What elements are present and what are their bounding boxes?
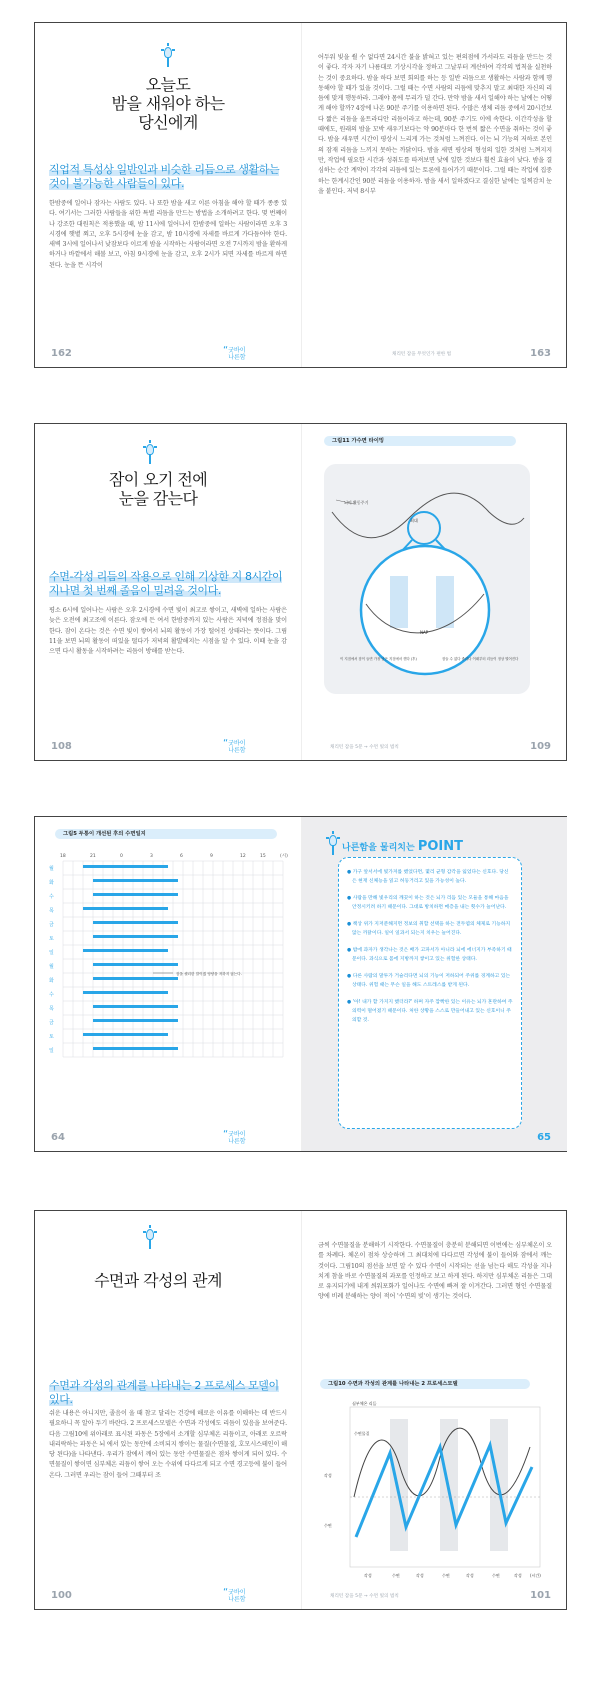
point-item: ● '아! 내가 할 가지지 했더라?' 하며 자주 깜빡한 있는 이유는 뇌가 혼란하여 주의력이 떨어졌기 때문이다. 처한 상황을 스스로 만들어내고 있는 신호이니 주의할 것.: [347, 1000, 513, 1023]
hour-tick-label: 0: [120, 854, 123, 859]
figure-box: [324, 464, 530, 694]
sleep-bar: [93, 1047, 178, 1050]
lamp-icon: [161, 43, 175, 67]
sleep-bar: [93, 893, 178, 896]
brand-line: 나른함: [228, 1596, 246, 1603]
fig-label: 심부체온 리듬: [352, 1401, 377, 1406]
page-number: 64: [51, 1132, 65, 1143]
fig-label: 뇌의 활동주기: [344, 500, 369, 505]
page-101: [301, 1211, 567, 1609]
point-item: ● 밤에 과자가 생각나는 것은 배가 고파서가 아니라 뇌에 에너지가 부족하기 때문이다. 과식으로 몸에 지방까지 쌓이고 있는 위험한 상태다.: [347, 948, 512, 962]
title-line: 당신에게: [138, 113, 198, 132]
book-spread-1: [34, 22, 567, 368]
brand-line: 굿바이: [228, 1589, 246, 1596]
page-109: [301, 424, 567, 760]
axis-label: 각성: [364, 1573, 372, 1578]
sleep-bar: [83, 907, 168, 910]
body-text: 쉬운 내용은 아니지만, 졸음이 올 때 참고 달리는 건강에 해로운 이유를 이해하는 데 반드시 필요하니 꼭 알아 두기 바란다. 2 프로세스모델은 수면과 각성에도 리듬이 있음을 보여준다. 다음 그림10에 위아래로 표시된 파동은 5장에서 소개할 심부체온 리듬이고, 아래로 오르락내리락하는 파동은 뇌 에서 있는 동안에 소비되지 쌓이는 물질(수면물질, 호모시스테인이 해당 된다)을 나타낸다. 우리가 잠에서 깨어 있는 동안 수면물질은 점차 쌓이게 되어 있다. 수면물질이 쌓이면 심부체온 리듬이 쌓어 오는 수위에 다다르게 되고 수면 경고등에 불이 들어온다. 그러면 우리는 잠이 들어 그때부터 조: [49, 1410, 287, 1479]
hour-tick-label: (시): [280, 854, 288, 859]
sleep-bar: [83, 949, 168, 952]
book-spread-4: [34, 1210, 567, 1610]
point-text: '아! 내가 할 가지지 했더라?' 하며 자주 깜빡한 있는 이유는 뇌가 혼란하여 주의력이 떨어졌기 때문이다. 처한 상황을 스스로 만들어내고 있는 신호이니 주의할 것.: [352, 1000, 513, 1023]
sleep-bar: [93, 963, 178, 966]
day-label: 월: [49, 866, 54, 872]
point-item: ● 가구 앞서서에 빛가져를 했었다면, 몇리 균형 감각을 잃었다는 신호다. 당신은 현재 신체능을 읽고 허둥거리고 있을 가능성이 높다.: [347, 870, 509, 884]
sleep-bar: [83, 1033, 168, 1036]
brand-logo: “굿바이 나른함: [223, 345, 246, 361]
page-number: 108: [51, 741, 72, 752]
lead-highlight: 수면-각성 리듬의 작용으로 인해 기상한 지 8시간이 지나면 첫 번째 졸음이 밀려올 것이다.: [49, 570, 283, 597]
page-number: 100: [51, 1590, 72, 1601]
body-text: 어두워 빛을 쐴 수 없다면 24시간 불을 밝혀고 있는 편의점에 가서라도 리듬을 만드는 것이 좋다. 각자 자기 나름대로 기상시각을 정하고 그날부터 계산하여 각각의 법칙을 실천하는 것이 중요하다. 밤을 하다 보면 회의를 하는 등 일반 리듬으로 생활하는 사람과 함께 행동해야 할 때가 있을 것이다. 그럴 때는 수면 사람의 리듬에 맞추지 말고 최대한 자신의 리듬에 맞게 행동하라. 그래야 몸에 무리가 덜 간다. 만약 밤을 새서 일해야 하는 날에는 어떻게 해야 할까? 4장에 나온 90분 주기를 이용하면 된다. 수많은 생체 리듬 중에서 20시간보다 짧은 리듬을 울트라디안 리듬이라고 하는데, 90분 주기도 이에 속한다. 이간각성을 할 때에도, 원래의 밤을 꼬박 새우기보다는 약 90분마다 한 번씩 짧은 수면을 취하는 것이 좋다. 밤을 새우면 시간이 평상시 느리게 가는 것처럼 느껴진다. 이는 뇌 기능의 저하로 본인의 잠재 리듬을 느끼지 못하는 까닭이다. 밤을 새면 평상의 형성의 일한 것처럼 느껴지지만, 작업에 필요한 시간과 성취도를 따져보면 낮에 일한 것보다 훨씬 효율이 낮다. 밤을 결심하는 순간 계약이 각각의 리듬에 있는 토론에 들어가기 때문이다. 그럴 때는 작업에 집중하는 한계시간인 90분 리듬을 이용하자. 밤을 새서 일하겠다고 결심한 날에는 일찍감치 눈을 붙인다. 저녁 8시부: [318, 54, 553, 195]
point-item: ● 책상 위가 지저분해지면 정보의 취합 선택을 하는 전두엽의 체제로 기능하지 않는 까닭이다. 일이 일과서 되는지 치우는 늘어진다.: [347, 922, 511, 936]
title-line: 밤을 새워야 하는: [111, 94, 225, 113]
day-label: 화: [49, 880, 54, 886]
chapter-title: [45, 470, 271, 508]
figure-caption: 그림5 두통이 개선된 후의 수면일지: [55, 829, 277, 839]
page-number: 101: [530, 1590, 551, 1601]
axis-label: 각성: [466, 1573, 474, 1578]
brand-line: 나른함: [228, 1138, 246, 1145]
lamp-icon: [143, 440, 157, 464]
body-text: 한밤중에 일어나 잠자는 사람도 있다. 나 또한 밤을 새고 이른 아침을 해야 할 때가 종종 있다. 여기서는 그러한 사람들을 위한 특별 리듬을 만드는 방법을 소개하려고 한다. 몇 번째이나 강조한 대원칙은 적용했을 때, 밤 11시에 일어나서 한밤중에 일하는 사람이라면 오후 3시경에 햇볕 쬐고, 오후 5시경에 눈을 감고, 밤 10시경에 자세를 바르게 가다듬어야 한다. 새벽 3시에 일어나서 낮잠보다 이르게 밤을 시작하는 사람이라면 오전 7시까지 밤을 환하게 하거나 바깥에서 해볼 보고, 아침 9시경에 눈을 감고, 오후 2시가 되면 자세를 바르게 하면 된다. 눈을 뜬 시각이: [49, 200, 287, 269]
title-line: 잠이 오기 전에: [108, 470, 208, 489]
figure-caption: 그림11 가수면 타이밍: [324, 436, 516, 446]
page-number: 163: [530, 348, 551, 359]
point-text: 다른 사람의 말투가 거슬리다면 뇌의 기능이 저하되어 주위를 경계하고 있는 상태다. 위험 때는 무슨 일을 해도 스트레스를 받게 된다.: [352, 974, 511, 988]
hour-tick-label: 9: [210, 854, 213, 859]
point-title-main: POINT: [417, 839, 463, 854]
day-label: 일: [49, 1048, 54, 1054]
axis-label: (시간): [530, 1573, 541, 1578]
point-text: 책상 위가 지저분해지면 정보의 취합 선택을 하는 전두엽의 체제로 기능하지 않는 까닭이다. 일이 일과서 되는지 치우는 늘어진다.: [352, 922, 511, 936]
day-label: 일: [49, 950, 54, 956]
book-spread-3: [34, 816, 567, 1152]
sleep-bar: [93, 1005, 178, 1008]
fig-label: 잠들 수 없다 졸리다 이때부터 리듬이 정상 떨어진다: [442, 657, 519, 661]
lead-highlight: 수면과 각성의 관계를 나타내는 2 프로세스 모델이 있다.: [49, 1379, 279, 1406]
hour-tick-label: 3: [150, 854, 153, 859]
day-label: 수: [49, 992, 54, 998]
brand-logo: “굿바이 나른함: [223, 1129, 246, 1145]
axis-label: 수면: [392, 1573, 400, 1578]
hour-tick-label: 18: [60, 854, 66, 859]
brand-line: 나른함: [228, 747, 246, 754]
running-footer: 채리턴 잠을 5분 → 수면 빛의 법칙: [330, 745, 399, 750]
hour-tick-label: 6: [180, 854, 183, 859]
brand-line: 굿바이: [228, 740, 246, 747]
chapter-title: [45, 1271, 271, 1290]
title-line: 눈을 감는다: [118, 489, 198, 508]
point-title: [342, 839, 463, 854]
axis-label: 각성: [416, 1573, 424, 1578]
day-label: 금: [49, 922, 54, 928]
lamp-icon: [326, 831, 340, 855]
axis-label: 각성: [514, 1573, 522, 1578]
lead-text: [49, 570, 287, 598]
day-label: 목: [49, 1006, 54, 1012]
sleep-bar: [93, 1019, 178, 1022]
annotation-text: 잠을 셀리한 말이겠 영양을 저하지 않는다.: [176, 972, 242, 976]
sleep-bar: [83, 865, 168, 868]
sleep-bar: [93, 921, 178, 924]
day-label: 금: [49, 1020, 54, 1026]
fig-label: 수면: [324, 1523, 332, 1528]
day-label: 화: [49, 978, 54, 984]
lead-text: [49, 1379, 287, 1407]
point-text: 밤에 과자가 생각나는 것은 배가 고파서가 아니라 뇌에 에너지가 부족하기 때문이다. 과식으로 몸에 지방까지 쌓이고 있는 위험한 상태다.: [352, 948, 512, 962]
page-65: [301, 817, 567, 1151]
chapter-title: [55, 75, 281, 132]
fig-label: 수면물질: [354, 1431, 370, 1436]
body-text: 금씩 수면물질을 분해하기 시작한다. 수면물질이 충분히 분해되면 이번에는 심부체온이 오를 차례다. 체온이 점차 상승하며 그 최대치에 다다르면 각성에 불이 들어와 잠에서 깨는 것이다. 그림10의 점선을 보면 알 수 있다 수면이 시작되는 선을 넘는다 해도 각성을 지나치게 참을 바로 수면물질의 과포를 인정하고 보고 하게 된다. 하지만 심부체온 리듬은 그대로 유지되기에 내게 씌워포화가 일어나도 수면에 빠져 잘 이겨간다. 그러면 형인 수면물질 양에 비례 분해하는 양이 적어 '수면의 빚'이 생기는 것이다.: [318, 1242, 552, 1301]
page-number: 109: [530, 741, 551, 752]
hour-tick-label: 12: [240, 854, 246, 859]
page-100: [35, 1211, 301, 1609]
brand-line: 굿바이: [228, 347, 246, 354]
sleep-log-chart: [45, 847, 288, 1087]
sleep-bar: [93, 879, 178, 882]
page-108: [35, 424, 301, 760]
fig-label: 이 지점에서 잠이 들면 가장 낮은 지점에서 깬다 (후): [340, 657, 417, 661]
day-label: 목: [49, 908, 54, 914]
brand-logo: “굿바이 나른함: [223, 738, 246, 754]
sleep-bar: [93, 935, 178, 938]
page-64: [35, 817, 301, 1151]
day-label: 월: [49, 964, 54, 970]
body-text: 평소 6시에 일어나는 사람은 오후 2시경에 수면 빛이 최고로 쌓이고, 새벽에 일하는 사람은 늦은 오전에 최고조에 이른다. 잠오에 든 여서 한밤중까지 있는 사람은 저녁에 정점을 맞이한다. 잠이 온다는 것은 수면 빛이 쌓여서 뇌의 활동이 가장 떨어진 상태라는 뜻이다. 그림11을 보면 뇌의 활동이 떠있을 떨다가 저녁의 활발해지는 시점을 알 수 있다. 이때 눈을 감으면 다시 활동을 시작하려는 리듬이 방해를 받는다.: [49, 607, 287, 656]
two-process-model-figure: [320, 1397, 550, 1587]
axis-label: 수면: [492, 1573, 500, 1578]
point-item: ● 사람을 만해 빛우리의 깨끗이 하는 것은 뇌가 리듬 있는 모듈을 통해 마음을 안정시키려 하기 때문이다. 그대로 방치하면 매층을 내는 횟수가 늘어난다.: [347, 896, 509, 910]
page-number: 65: [537, 1132, 551, 1143]
nap-timing-figure: [324, 464, 530, 694]
title-line: 오늘도: [145, 75, 191, 94]
point-text: 가구 앞서서에 빛가져를 했었다면, 몇리 균형 감각을 잃었다는 신호다. 당신은 현재 신체능을 읽고 허둥거리고 있을 가능성이 높다.: [352, 870, 509, 884]
page-number: 162: [51, 348, 72, 359]
title-line: 수면과 각성의 관계: [94, 1271, 222, 1290]
hour-tick-label: 15: [260, 854, 266, 859]
lead-text: [49, 163, 287, 191]
figure-caption: 그림10 수면과 각성의 관계를 나타내는 2 프로세스모델: [320, 1379, 530, 1389]
point-item: ● 다른 사람의 말투가 거슬리다면 뇌의 기능이 저하되어 주위를 경계하고 있는 상태다. 위험 때는 무슨 일을 해도 스트레스를 받게 된다.: [347, 974, 511, 988]
brand-line: 나른함: [228, 354, 246, 361]
sleep-bar: [93, 977, 178, 980]
brand-logo: “굿바이 나른함: [223, 1587, 246, 1603]
page-162: [35, 23, 301, 367]
book-spread-2: [34, 423, 567, 761]
running-footer: 채리턴 잠을 무엇인가 편한 법: [392, 352, 452, 357]
point-list: [338, 857, 522, 1129]
fig-label: NAP: [420, 630, 429, 635]
fig-label: 각성: [324, 1473, 332, 1478]
brand-line: 굿바이: [228, 1131, 246, 1138]
hour-tick-label: 21: [90, 854, 96, 859]
point-text: 사람을 만해 빛우리의 깨끗이 하는 것은 뇌가 리듬 있는 모듈을 통해 마음을 안정시키려 하기 때문이다. 그대로 방치하면 매층을 내는 횟수가 늘어난다.: [352, 896, 509, 910]
day-label: 토: [49, 1034, 54, 1040]
sleep-bar: [83, 991, 168, 994]
lamp-icon: [143, 1225, 157, 1249]
axis-label: 수면: [442, 1573, 450, 1578]
running-footer: 채리턴 잠을 5분 → 수면 빛의 법칙: [330, 1594, 399, 1599]
page-163: [301, 23, 567, 367]
day-label: 수: [49, 894, 54, 900]
point-title-prefix: 나른함을 물리치는: [342, 843, 415, 853]
fig-label: 최대: [410, 518, 418, 523]
day-label: 토: [49, 936, 54, 942]
lead-highlight: 직업적 특성상 일반인과 비슷한 리듬으로 생활하는 것이 불가능한 사람들이 있다.: [49, 163, 280, 190]
